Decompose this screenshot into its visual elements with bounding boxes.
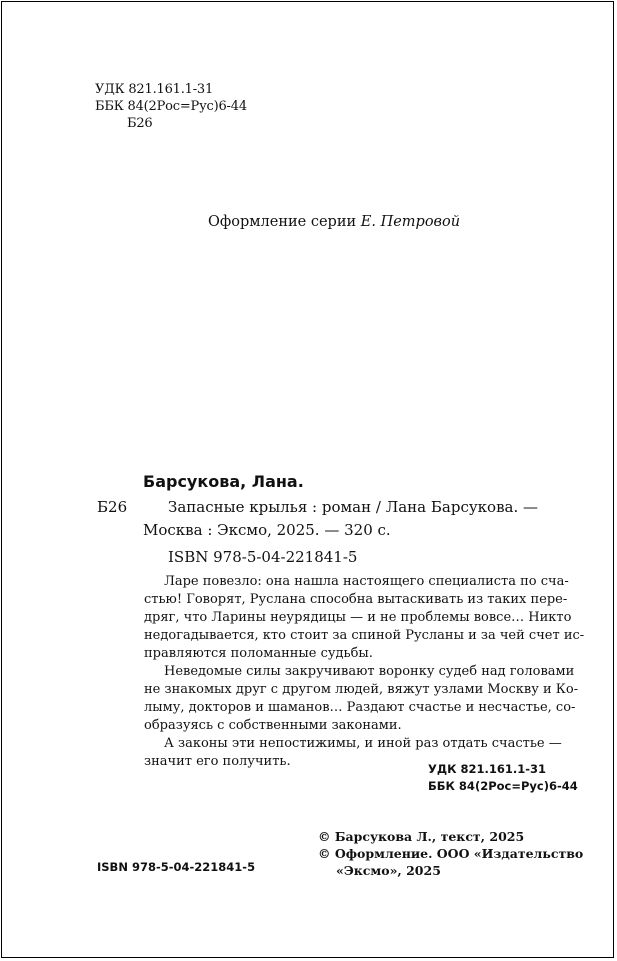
series-design-credit bbox=[208, 214, 460, 230]
annotation bbox=[144, 573, 585, 771]
bbk-code-bottom: ББК 84(2Рос=Рус)6-44 bbox=[428, 779, 578, 793]
title-line-1: Запасные крылья : роман / Лана Барсукова. — bbox=[168, 498, 538, 516]
udk-code: УДК 821.161.1-31 bbox=[95, 82, 214, 97]
series-design-prefix: Оформление серии bbox=[208, 214, 357, 230]
classification-bottom bbox=[428, 761, 578, 795]
annotation-paragraph-1: Ларе повезло: она нашла настоящего специалиста по сча- стью! Говорят, Руслана способна вытаскивать из таких пере- дряг, что Ларины неурядицы — и не проблемы вовсе… Никто недогадывается, кто стоит за спиной Русланы и за чей счет ис- правляются поломанные судьбы. bbox=[144, 574, 585, 661]
annotation-paragraph-3: А законы эти непостижимы, и иной раз отдать счастье — значит его получить. bbox=[144, 736, 562, 769]
udk-code-bottom: УДК 821.161.1-31 bbox=[428, 762, 547, 776]
copyright-publisher: «Эксмо», 2025 bbox=[336, 863, 441, 878]
catalog-code: Б26 bbox=[97, 498, 128, 516]
copyright-notice bbox=[318, 828, 583, 879]
title-line-2: Москва : Эксмо, 2025. — 320 с. bbox=[143, 521, 391, 539]
classification-top bbox=[95, 81, 247, 132]
isbn-bottom: ISBN 978-5-04-221841-5 bbox=[97, 860, 256, 874]
copyright-page bbox=[1, 1, 614, 958]
author-heading: Барсукова, Лана. bbox=[143, 472, 304, 491]
author-sign: Б26 bbox=[127, 116, 153, 131]
copyright-text: © Барсукова Л., текст, 2025 bbox=[318, 829, 525, 844]
isbn-main: ISBN 978-5-04-221841-5 bbox=[168, 548, 358, 566]
copyright-design: © Оформление. ООО «Издательство bbox=[318, 846, 584, 861]
bbk-code: ББК 84(2Рос=Рус)6-44 bbox=[95, 99, 247, 114]
annotation-paragraph-2: Неведомые силы закручивают воронку судеб над головами не знакомых друг с другом людей, вяжут узлами Москву и Ко- лыму, докторов и шаманов… Раздают счастье и несчастье, со- образуясь с собственными законами. bbox=[144, 664, 579, 733]
series-designer-name: Е. Петровой bbox=[360, 214, 461, 230]
